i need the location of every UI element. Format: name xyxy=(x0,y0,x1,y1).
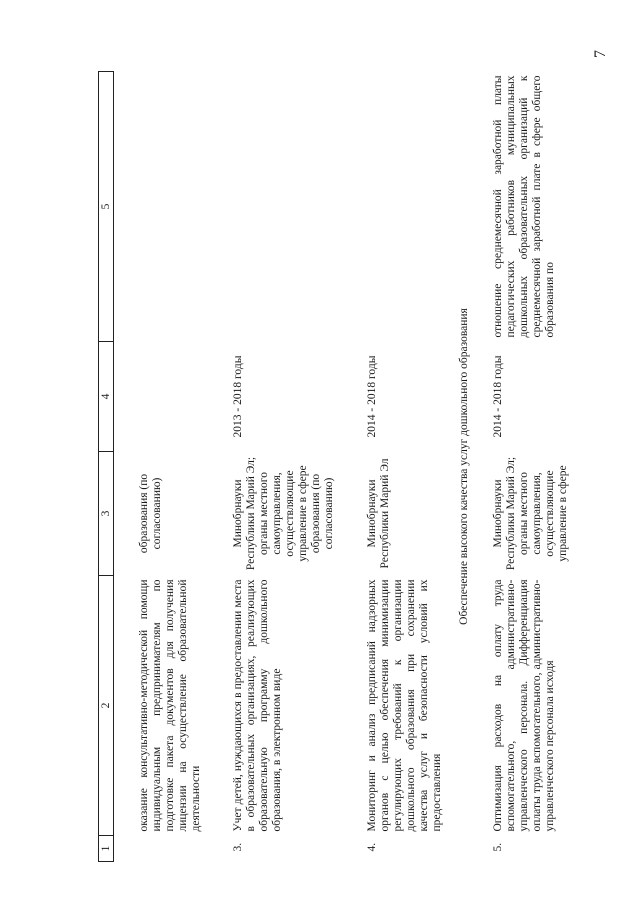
row-result xyxy=(354,72,444,342)
row-action: Оптимизация расходов на оплату труда вспомогательного, административно-управленческого персонала. Дифференциация оплаты труда вспомогательного, административно-управленческого персонала исходя xyxy=(492,579,556,832)
header-col-4: 4 xyxy=(99,342,114,452)
row-period: 2014 - 2018 годы xyxy=(366,355,378,438)
row-responsible: Минобрнауки Республики Марий Эл; органы местного самоуправления, осуществляющие управление в сфере xyxy=(492,456,569,571)
header-col-5: 5 xyxy=(99,72,114,342)
header-col-2: 2 xyxy=(99,576,114,836)
row-number: 5. xyxy=(492,842,504,852)
page-number: 7 xyxy=(592,50,609,58)
section-title-row xyxy=(444,72,476,862)
row-number: 4. xyxy=(366,842,378,852)
row-number: 3. xyxy=(232,842,244,852)
table-row xyxy=(354,72,444,862)
table-row xyxy=(476,72,570,862)
table-row xyxy=(114,72,221,862)
table-row xyxy=(220,72,354,862)
row-action: Мониторинг и анализ предписаний надзорных органов с целью обеспечения минимизации регулирующих требований к организации дошкольного образования при сохранении качества услуг и безопасности условий их предоставления xyxy=(366,579,443,832)
measures-table xyxy=(98,71,570,862)
row-period: 2013 - 2018 годы xyxy=(232,355,244,438)
row-action: Учет детей, нуждающихся в предоставлении места в образовательных организациях, реализующих образовательную программу дошкольного образования, в электронном виде xyxy=(232,579,283,832)
row-number xyxy=(114,836,221,862)
row-responsible: Минобрнауки Республики Марий Эл xyxy=(366,458,391,569)
rotated-table-sheet xyxy=(98,72,618,862)
row-result xyxy=(114,72,221,342)
row-action: оказание консультативно-методической помощи индивидуальным предпринимателям по подготовке пакета документов для получения лицензии на осуществление образовательной деятельности xyxy=(138,579,202,832)
row-period: 2014 - 2018 годы xyxy=(492,355,504,438)
section-title: Обеспечение высокого качества услуг дошкольного образования xyxy=(458,308,470,625)
row-period xyxy=(114,342,221,452)
row-responsible: Минобрнауки Республики Марий Эл; органы местного самоуправления, осуществляющие управление в сфере образования (по согласованию) xyxy=(232,456,335,571)
header-row xyxy=(99,72,114,862)
header-col-3: 3 xyxy=(99,452,114,576)
row-responsible: образования (по согласованию) xyxy=(138,473,163,554)
row-result xyxy=(220,72,354,342)
row-result: отношение среднемесячной заработной платы педагогических работников муниципальных дошкольных образовательных организаций к среднемесячной заработной плате в сфере общего образования по xyxy=(492,75,556,338)
header-col-1: 1 xyxy=(99,836,114,862)
